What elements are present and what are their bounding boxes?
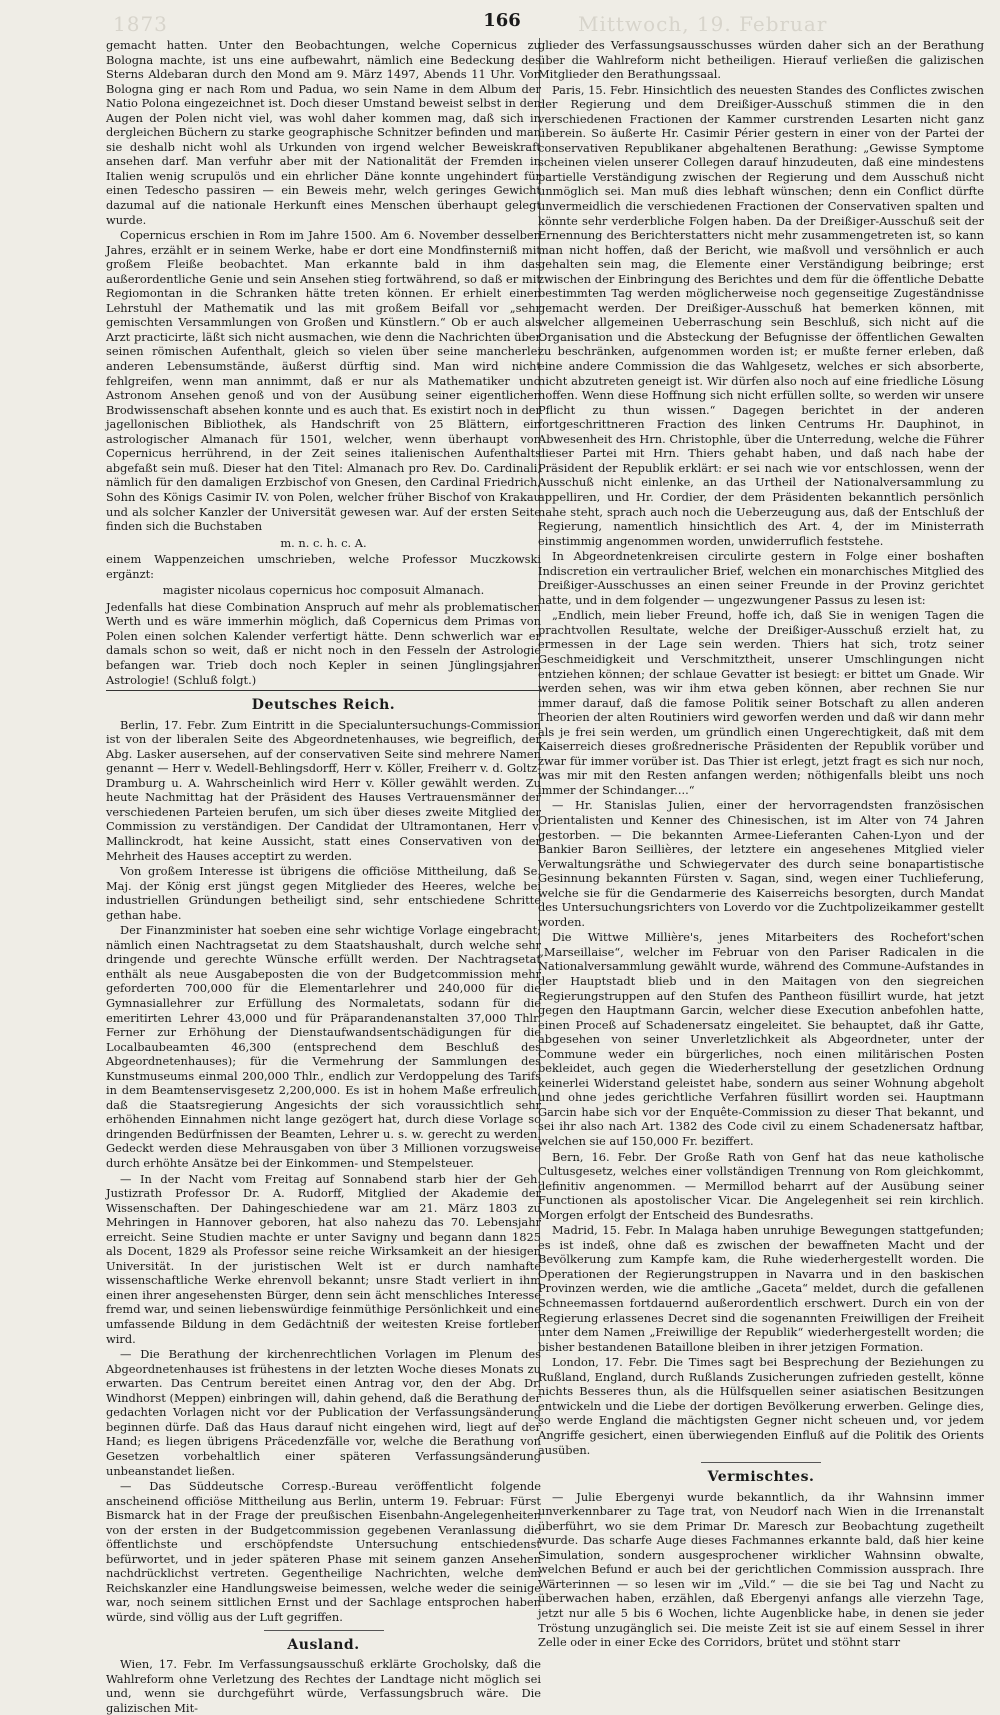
page-header <box>18 10 986 38</box>
article-paragraph: Jedenfalls hat diese Combination Anspruch auf mehr als problematischen Werth und es wäre immerhin möglich, daß Copernicus dem Primas von Polen einen solchen Kalender verfertigt hätte. Denn schwerlich war er damals schon so weit, daß er nicht noch in den Fesseln der Astrologie befangen war. Trieb doch noch Kepler in seinen Jünglingsjahren Astrologie! (Schluß folgt.) <box>106 599 541 687</box>
newspaper-page <box>18 10 986 1715</box>
section-heading: Deutsches Reich. <box>251 697 396 714</box>
section-heading: Vermischtes. <box>707 1469 815 1486</box>
news-paragraph: — In der Nacht vom Freitag auf Sonnabend starb hier der Geh. Justizrath Professor Dr. A. Rudorff, Mitglied der Akademie der Wissenschaften. Der Dahingeschiedene war am 21. März 1803 zu Mehringen in Hannover geboren, hat also nahezu das 70. Lebensjahr erreicht. Seine Studien machte er unter Savigny und begann dann 1825 als Docent, 1829 als Professor seine reiche Wirksamkeit an der hiesigen Universität. In der juristischen Welt ist er durch namhafte wissenschaftliche Werke ehrenvoll bekannt; unsre Stadt verliert in ihm einen ihrer angesehensten Bürger, denn sein ächt menschliches Interesse fremd war, und seinen liebenswürdige feinmüthige Persönlichkeit und eine umfassende Bildung in dem Gedächtniß der weitesten Kreise fortleben wird. <box>106 1171 541 1346</box>
news-paragraph: Die Wittwe Millière's, jenes Mitarbeiters des Rochefort'schen „Marseillaise“, welcher im Februar von den Pariser Radicalen in die Nationalversammlung gewählt wurde, während des Commune-Aufstandes in der Hauptstadt blieb und in den Maitagen von den siegreichen Regierungstruppen auf den Stufen des Pantheon füsillirt wurde, hat jetzt gegen den Hauptmann Garcin, welcher diese Execution anbefohlen hatte, einen Proceß auf Schadenersatz eingeleitet. Sie behauptet, daß ihr Gatte, abgesehen von seiner Unverletzlichkeit als Abgeordneter, unter der Commune weder ein bürgerliches, noch einen militärischen Posten bekleidet, auch gegen die Wiederherstellung der gesetzlichen Ordnung keinerlei Widerstand geleistet habe, sondern aus seiner Wohnung abgeholt und ohne jedes gerichtliche Verfahren füsillirt worden sei. Hauptmann Garcin habe sich vor der Enquête-Commission zu dieser That bekannt, und sei ihr also nach Art. 1382 des Code civil zu einem Schadenersatz haftbar, welchen sie auf 150,000 Fr. beziffert. <box>538 930 984 1149</box>
section-rule <box>701 1462 821 1463</box>
article-paragraph: einem Wappenzeichen umschrieben, welche Professor Muczkowski ergänzt: <box>106 552 541 581</box>
article-paragraph: Copernicus erschien in Rom im Jahre 1500. Am 6. November desselben Jahres, erzählt er in seinem Werke, habe er dort eine Mondfinsterniß mit großem Fleiße beobachtet. Man erkannte bald in ihm das außerordentliche Genie und sein Ansehen stieg fortwährend, so daß er mit Regiomontan in die Schranken hätte treten können. Er erhielt einen Lehrstuhl der Mathematik und las mit großem Beifall vor „sehr gemischten Versammlungen von Großen und Künstlern.“ Ob er auch als Arzt practicirte, läßt sich nicht ausmachen, wie denn die Nachrichten über seinen römischen Aufenthalt, gleich so vielen über seine mancherlei anderen Lebensumstände, äußerst dürftig sind. Man wird nicht fehlgreifen, wenn man annimmt, daß er nur als Mathematiker und Astronom Ansehen genoß und von der Ausübung seiner eigentlichen Brodwissenschaft absehen konnte und es auch that. Es existirt noch in der jagellonischen Bibliothek, als Handschrift von 25 Blättern, ein astrologischer Almanach für 1501, welcher, wenn überhaupt von Copernicus herrührend, in der Zeit seines italienischen Aufenthalts abgefaßt sein muß. Dieser hat den Titel: Almanach pro Rev. Do. Cardinali, nämlich für den damaligen Erzbischof von Gnesen, den Cardinal Friedrich, Sohn des Königs Casimir IV. von Polen, welcher früher Bischof von Krakau und als solcher Kanzler der Universität gewesen war. Auf der ersten Seite finden sich die Buchstaben <box>106 228 541 534</box>
news-item-london: London, 17. Febr. Die Times sagt bei Besprechung der Beziehungen zu Rußland, England, durch Rußlands Zusicherungen zufrieden gestellt, könne nichts Besseres thun, als die Hülfsquellen seiner asiatischen Besitzungen entwickeln und die Liebe der dortigen Bevölkerung erwerben. Gelinge dies, so werde England die mächtigsten Gegner nicht scheuen und, vor jedem Angriffe gesichert, einen überwiegenden Einfluß auf die Politik des Orients ausüben. <box>538 1355 984 1457</box>
columns <box>18 38 986 1715</box>
section-heading: Ausland. <box>287 1636 360 1653</box>
news-paragraph: glieder des Verfassungsausschusses würden daher sich an der Berathung über die Wahlreform nicht betheiligen. Hierauf verließen die galizischen Mitglieder den Berathungssaal. <box>538 38 984 82</box>
section-rule <box>106 690 541 691</box>
news-paragraph: — Die Berathung der kirchenrechtlichen Vorlagen im Plenum des Abgeordnetenhauses ist frühestens in der letzten Woche dieses Monats zu erwarten. Das Centrum bereitet einen Antrag vor, den der Abg. Dr. Windhorst (Meppen) einbringen will, dahin gehend, daß die Berathung der gedachten Vorlagen nicht vor der Publication der Verfassungsänderung beginnen dürfe. Daß das Haus darauf nicht eingehen wird, liegt auf der Hand; es liegen übrigens Präcedenzfälle vor, welche die Berathung von Gesetzen vorbehaltlich einer späteren Verfassungsänderung unbeanstandet ließen. <box>106 1347 541 1478</box>
news-paragraph: Der Finanzminister hat soeben eine sehr wichtige Vorlage eingebracht; nämlich einen Nachtragsetat zu dem Staatshaushalt, durch welche sehr dringende und gerechte Wünsche erfüllt werden. Der Nachtragsetat enthält als neue Ausgabeposten die von der Budgetcommission mehr geforderten 700,000 für die Elementarlehrer und 240,000 für die Gymnasiallehrer zur Erfüllung des Normaletats, sodann für die emeritirten Lehrer 43,000 und für Präparandenanstalten 37,000 Thlr. Ferner zur Erhöhung der Dienstaufwandsentschädigungen für die Localbaubeamten 46,300 (entsprechend dem Beschluß des Abgeordnetenhauses); für die Vermehrung der Sammlungen des Kunstmuseums einmal 200,000 Thlr., endlich zur Verdoppelung des Tarifs in dem Beamtenservisgesetz 2,200,000. Es ist in hohem Maße erfreulich, daß die Staatsregierung Angesichts der sich voraussichtlich sehr erhöhenden Einnahmen nicht lange gezögert hat, durch diese Vorlage so dringenden Bedürfnissen der Beamten, Lehrer u. s. w. gerecht zu werden. Gedeckt werden diese Mehrausgaben von über 3 Millionen vorzugsweise durch erhöhte Ansätze bei der Einkommen- und Stempelsteuer. <box>106 923 541 1171</box>
right-column <box>538 38 984 1650</box>
news-paragraph: Von großem Interesse ist übrigens die officiöse Mittheilung, daß Se. Maj. der König erst jüngst gegen Mitglieder des Heeres, welche bei industriellen Gründungen betheiligt sind, sehr entschiedene Schritte gethan habe. <box>106 864 541 922</box>
news-paragraph: In Abgeordnetenkreisen circulirte gestern in Folge einer boshaften Indiscretion ein vertraulicher Brief, welchen ein monarchisches Mitglied des Dreißiger-Ausschusses an einen seiner Freunde in der Provinz gerichtet hatte, und in dem folgender — ungezwungener Passus zu lesen ist: <box>538 549 984 607</box>
news-item-paris: Paris, 15. Febr. Hinsichtlich des neuesten Standes des Conflictes zwischen der Regierung und dem Dreißiger-Ausschuß stimmen die in den verschiedenen Fractionen der Kammer curstrenden Lesarten nicht ganz überein. So äußerte Hr. Casimir Périer gestern in einer von der Partei der conservativen Republikaner abgehaltenen Berathung: „Gewisse Symptome scheinen vielen unserer Collegen darauf hinzudeuten, daß eine mindestens partielle Verständigung zwischen der Regierung und dem Ausschuß nicht unmöglich sei. Man muß dies lebhaft wünschen; denn ein Conflict dürfte unvermeidlich die verschiedenen Fractionen der Conservativen spalten und könnte sehr verderbliche Folgen haben. Da der Dreißiger-Ausschuß seit der Ernennung des Berichterstatters nicht mehr zusammengetreten ist, so kann man nicht hoffen, daß der Bericht, wie maßvoll und versöhnlich er auch gehalten sein mag, die Elemente einer Verständigung beibringe; erst zwischen der Einbringung des Berichtes und dem für die öffentliche Debatte bestimmten Tag werden möglicherweise noch gegenseitige Zugeständnisse gemacht werden. Der Dreißiger-Ausschuß hat bemerken können, mit welcher allgemeinen Ueberraschung sein Beschluß, sich nicht auf die Organisation und die Absteckung der Befugnisse der öffentlichen Gewalten zu beschränken, aufgenommen worden ist; er mußte ferner erleben, daß eine andere Commission die das Wahlgesetz, welches er sich absorberte, nicht abzutreten geneigt ist. Wir dürfen also noch auf eine friedliche Lösung hoffen. Wenn diese Hoffnung sich nicht erfüllen sollte, so werden wir unsere Pflicht zu thun wissen.“ Dagegen berichtet in der anderen fortgeschrittneren Fraction des linken Centrums Hr. Dauphinot, in Abwesenheit des Hrn. Christophle, über die Unterredung, welche die Führer dieser Partei mit Hrn. Thiers gehabt haben, und daß nach habe der Präsident der Republik erklärt: er sei nach wie vor entschlossen, wenn der Ausschuß nicht einlenke, an das Urtheil der Nationalversammlung zu appelliren, und Hr. Cordier, der dem Präsidenten bekanntlich persönlich nahe steht, sprach auch noch die Ueberzeugung aus, daß der Entschluß der Regierung, namentlich hinsichtlich des Art. 4, der im Ministerrath einstimmig angenommen worden, unwiderruflich feststehe. <box>538 82 984 548</box>
article-paragraph: gemacht hatten. Unter den Beobachtungen, welche Copernicus zu Bologna machte, ist uns eine aufbewahrt, nämlich eine Bedeckung des Sterns Aldebaran durch den Mond am 9. März 1497, Abends 11 Uhr. Von Bologna ging er nach Rom und Padua, wo sein Name in dem Album der Natio Polona eingezeichnet ist. Doch dieser Umstand beweist selbst in den Augen der Polen nicht viel, was wohl daher kommen mag, daß sich in dergleichen Büchern zu starke geographische Schnitzer befinden und man sie deshalb nicht wohl als Urkunden von irgend welcher Beweiskraft ansehen darf. Man verfuhr aber mit der Nationalität der Fremden in Italien wenig scrupulös und ein ehrlicher Däne konnte ungehindert für einen Tedescho passiren — ein Beweis mehr, welch geringes Gewicht dazumal auf die nationale Herkunft eines Menschen überhaupt gelegt wurde. <box>106 38 541 227</box>
misc-paragraph: — Julie Ebergenyi wurde bekanntlich, da ihr Wahnsinn immer unverkennbarer zu Tage trat, von Neudorf nach Wien in die Irrenanstalt überführt, wo sie dem Primar Dr. Maresch zur Beobachtung zugetheilt wurde. Das scharfe Auge dieses Fachmannes erkannte bald, daß hier keine Simulation, sondern ausgesprochener wirklicher Wahnsinn obwalte, welchen Befund er auch bei der gerichtlichen Commission aussprach. Ihre Wärterinnen — so lesen wir im „Vild.“ — die sie bei Tag und Nacht zu überwachen haben, erzählen, daß Ebergenyi anfangs alle vierzehn Tage, jetzt nur alle 5 bis 6 Wochen, lichte Augenblicke habe, in denen sie jeder Tröstung unzugänglich sei. Die meiste Zeit ist sie auf einem Sessel in ihrer Zelle oder in einer Ecke des Corridors, brütet und stöhnt starr <box>538 1489 984 1650</box>
news-item-wien: Wien, 17. Febr. Im Verfassungsausschuß erklärte Grocholsky, daß die Wahlreform ohne Verletzung des Rechtes der Landtage nicht möglich sei und, wenn sie durchgeführt würde, Verfassungsbruch wäre. Die galizischen Mit- <box>106 1657 541 1715</box>
news-item-berlin: Berlin, 17. Febr. Zum Eintritt in die Specialuntersuchungs-Commission ist von der liberalen Seite des Abgeordnetenhauses, wie begreiflich, der Abg. Lasker ausersehen, auf der conservativen Seite sind mehrere Namen genannt — Herr v. Wedell-Behlingsdorff, Herr v. Köller, Freiherr v. d. Goltz-Dramburg u. A. Wahrscheinlich wird Herr v. Köller gewählt werden. Zu heute Nachmittag hat der Präsident des Hauses Vertrauensmänner der verschiedenen Parteien berufen, um sich über dieses zweite Mitglied der Commission zu verständigen. Der Candidat der Ultramontanen, Herr v. Mallinckrodt, hat keine Aussicht, statt eines Conservativen von der Mehrheit des Hauses acceptirt zu werden. <box>106 717 541 863</box>
section-rule <box>264 1630 384 1631</box>
news-paragraph: — Das Süddeutsche Corresp.-Bureau veröffentlicht folgende anscheinend officiöse Mittheilung aus Berlin, unterm 19. Februar: Fürst Bismarck hat in der Frage der preußischen Eisenbahn-Angelegenheiten von der ersten in der Budgetcommission gegebenen Veranlassung die öffentlichste und erschöpfendste Untersuchung entschiedenst befürwortet, und in jeder späteren Phase mit seinem ganzen Ansehen nachdrücklichst vertreten. Gegentheilige Nachrichten, welche dem Reichskanzler eine Handlungsweise beimessen, welche weder die seinige war, noch seinem sittlichen Ernst und der Sachlage entsprochen haben würde, sind völlig aus der Luft gegriffen. <box>106 1479 541 1624</box>
latin-inscription: magister nicolaus copernicus hoc composuit Almanach. <box>162 583 485 598</box>
page-number: 166 <box>483 10 521 31</box>
news-item-bern: Bern, 16. Febr. Der Große Rath von Genf hat das neue katholische Cultusgesetz, welches einer vollständigen Trennung von Rom gleichkommt, definitiv angenommen. — Mermillod beharrt auf der Ausübung seiner Functionen als apostolischer Vicar. Die Angelegenheit sei rein kirchlich. Morgen erfolgt der Entscheid des Bundesraths. <box>538 1149 984 1222</box>
news-paragraph: — Hr. Stanislas Julien, einer der hervorragendsten französischen Orientalisten und Kenner des Chinesischen, ist im Alter von 74 Jahren gestorben. — Die bekannten Armee-Lieferanten Cahen-Lyon und der Bankier Baron Seillières, der letztere ein angesehenes Mitglied vieler Verwaltungsräthe und Schwiegervater des durch seine bonapartistische Gesinnung bekannten Fürsten v. Sagan, sind, wegen einer Tuchlieferung, welche sie für die Gendarmerie des Kaiserreichs besorgten, durch Mandat des Untersuchungsrichters von Loverdo vor die Zuchtpolizeikammer gestellt worden. <box>538 798 984 929</box>
news-item-madrid: Madrid, 15. Febr. In Malaga haben unruhige Bewegungen stattgefunden; es ist indeß, ohne daß es zwischen der bewaffneten Macht und der Bevölkerung zum Kampfe kam, die Ruhe wiederhergestellt worden. Die Operationen der Regierungstruppen in Navarra und in den baskischen Provinzen werden, wie die amtliche „Gaceta“ meldet, durch die gefallenen Schneemassen fortdauernd außerordentlich erschwert. Durch ein von der Regierung erlassenes Decret sind die sogenannten Freiwilligen der Freiheit unter dem Namen „Freiwillige der Republik“ wiederhergestellt worden; die bisher bestandenen Bataillone bleiben in ihrer jetzigen Formation. <box>538 1223 984 1354</box>
ghost-date: Mittwoch, 19. Februar <box>578 12 828 36</box>
quoted-letter: „Endlich, mein lieber Freund, hoffe ich, daß Sie in wenigen Tagen die prachtvollen Resultate, welche der Dreißiger-Ausschuß erzielt hat, zu ermessen in der Lage sein werden. Thiers hat sich, trotz seiner Geschmeidigkeit und Verschmitztheit, unserer Umschlingungen nicht entziehen können; der schlaue Gevatter ist besiegt: er bittet um Gnade. Wir werden sehen, was wir ihm etwa geben können, aber rechnen Sie nur immer darauf, daß die famose Politik seiner Botschaft zu allen anderen Theorien der alten Routiniers wird geworfen werden und daß wir dann mehr als je frei sein werden, um gründlich einen Ungerechtigkeit, daß mit dem Kaiserreich dieses großrednerische Präsidenten der Republik vorüber und zwar für immer vorüber ist. Das Thier ist erlegt, jetzt fragt es sich nur noch, was mir mit den Resten anfangen werden; nöthigenfalls bleibt uns noch immer der Schindanger....“ <box>538 608 984 797</box>
left-column <box>106 38 541 1715</box>
ghost-year: 1873 <box>113 12 168 36</box>
inscription-letters: m. n. c. h. c. A. <box>280 535 367 550</box>
